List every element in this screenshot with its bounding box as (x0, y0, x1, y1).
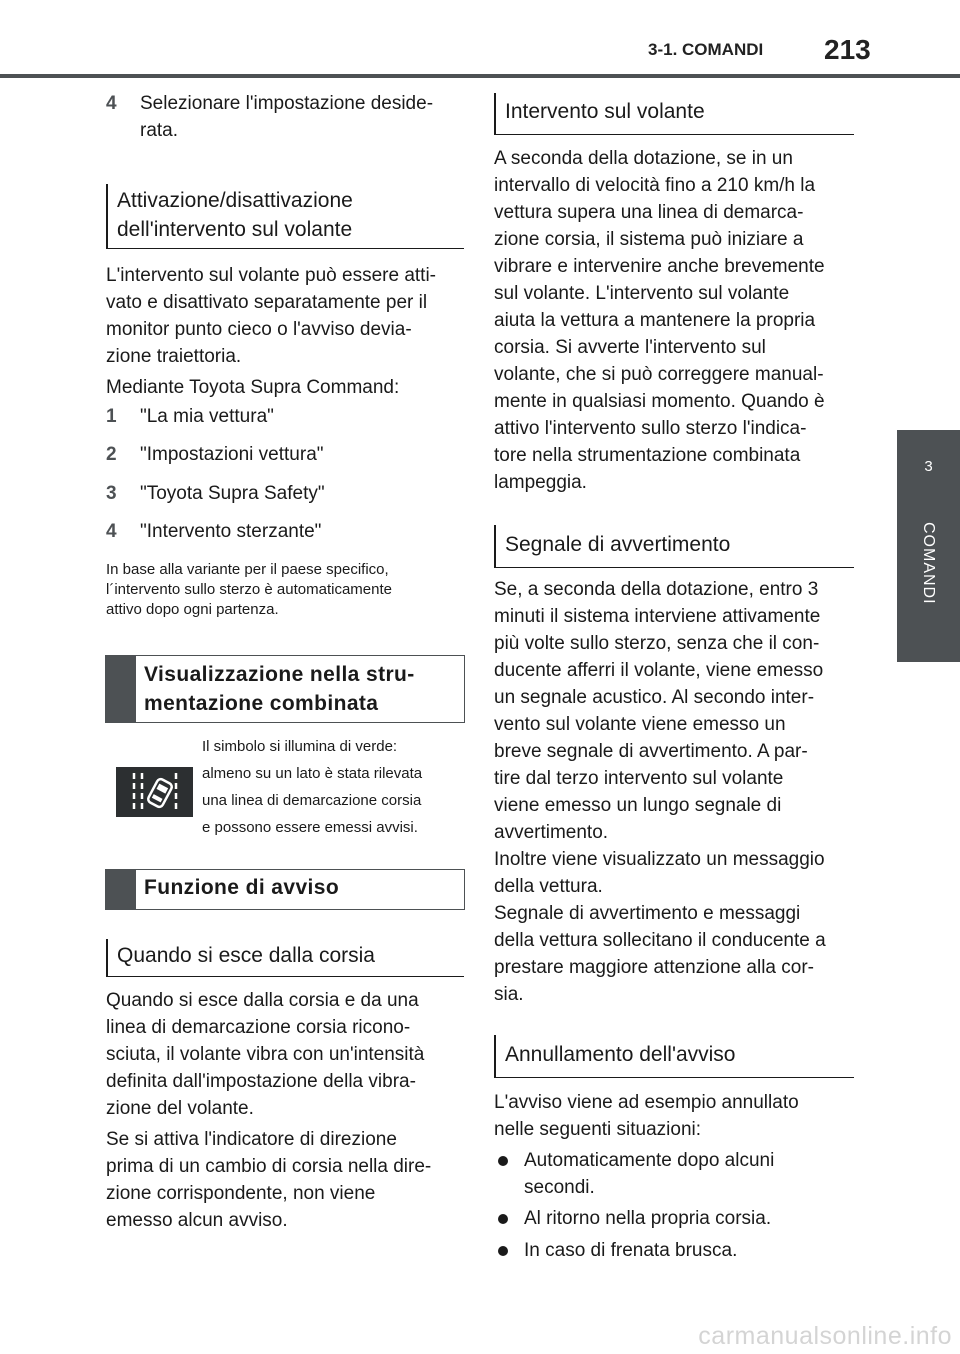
heading-warning-function (105, 869, 465, 910)
text-line: l´intervento sullo sterzo è automaticamente (106, 581, 392, 598)
header-section-title: 3-1. COMANDI (648, 40, 764, 59)
text-line: avvertimento. (494, 822, 609, 843)
bullet-dot-icon (498, 1156, 508, 1166)
text-line: sciuta, il volante vibra con un'intensità (106, 1044, 425, 1065)
step-text-line: Selezionare l'impostazione deside- (140, 93, 434, 114)
step-text-line: rata. (140, 120, 179, 141)
heading-line: Visualizzazione nella stru- (144, 663, 415, 686)
heading-text: Intervento sul volante (505, 100, 705, 123)
bullet-text: Al ritorno nella propria corsia. (524, 1208, 772, 1229)
command-intro: Mediante Toyota Supra Command: (106, 377, 400, 398)
step-text: "La mia vettura" (140, 406, 274, 427)
text-line: vato e disattivato separatamente per il (106, 292, 428, 313)
heading-activation (106, 178, 464, 250)
heading-text: Segnale di avvertimento (505, 533, 731, 556)
step-number: 2 (106, 444, 117, 465)
text-line: Se si attiva l'indicatore di direzione (106, 1129, 397, 1150)
text-line: prestare maggiore attenzione alla cor- (494, 957, 815, 978)
menu-step (106, 441, 466, 468)
text-line: prima di un cambio di corsia nella dire- (106, 1156, 432, 1177)
text-line: zione del volante. (106, 1098, 254, 1119)
text-line: zione traiettoria. (106, 346, 242, 367)
text-line: una linea di demarcazione corsia (202, 792, 422, 809)
heading-text: Annullamento dell'avviso (505, 1043, 736, 1066)
text-line: Se, a seconda della dotazione, entro 3 (494, 579, 819, 600)
heading-line: dell'intervento sul volante (117, 218, 353, 241)
bullet-item (498, 1205, 838, 1232)
text-line: ducente afferri il volante, viene emesso (494, 660, 824, 681)
menu-step (106, 480, 466, 507)
text-line: più volte sullo sterzo, senza che il con- (494, 633, 820, 654)
text-line: sia. (494, 984, 524, 1005)
text-line: linea di demarcazione corsia ricono- (106, 1017, 411, 1038)
text-line: un segnale acustico. Al secondo inter- (494, 687, 815, 708)
heading-text: Funzione di avviso (144, 876, 340, 899)
text-line: corsia. Si avverte l'intervento sul (494, 337, 766, 358)
header-divider (0, 74, 960, 78)
text-line: mente in qualsiasi momento. Quando è (494, 391, 825, 412)
chapter-side-tab (897, 430, 960, 662)
bullet-dot-icon (498, 1214, 508, 1224)
text-line: zione corrispondente, non viene (106, 1183, 376, 1204)
watermark: carmanualsonline.info (698, 1322, 952, 1350)
heading-display (105, 655, 465, 723)
bullet-item (498, 1237, 838, 1264)
text-line: tore nella strumentazione combinata (494, 445, 801, 466)
text-line: e possono essere emessi avvisi. (202, 819, 418, 836)
heading-line: Attivazione/disattivazione (117, 189, 353, 212)
text-line: A seconda della dotazione, se in un (494, 148, 793, 169)
text-line: definita dall'impostazione della vibra- (106, 1071, 416, 1092)
text-line: aiuta la vettura a mantenere la propria (494, 310, 816, 331)
step-number: 3 (106, 483, 117, 504)
activation-paragraph (106, 262, 471, 370)
text-line: tire dal terzo intervento sul volante (494, 768, 784, 789)
text-line: lampeggia. (494, 472, 587, 493)
lane-exit-paragraph (106, 987, 471, 1122)
text-line: monitor punto cieco o l'avviso devia- (106, 319, 412, 340)
bullet-text: In caso di frenata brusca. (524, 1240, 738, 1261)
text-line: Segnale di avvertimento e messaggi (494, 903, 801, 924)
text-line: L'avviso viene ad esempio annullato (494, 1092, 799, 1113)
cancel-paragraph (494, 1089, 859, 1143)
chapter-label: COMANDI (920, 522, 937, 605)
text-line: vettura supera una linea di demarca- (494, 202, 804, 223)
step-number: 4 (106, 93, 117, 114)
text-line: vibrare e intervenire anche brevemente (494, 256, 825, 277)
bullet-text: Automaticamente dopo alcuni (524, 1150, 775, 1171)
signal-paragraph (494, 576, 859, 1008)
step-number: 4 (106, 521, 117, 542)
text-line: della vettura. (494, 876, 603, 897)
country-note (106, 560, 471, 620)
text-line: breve segnale di avvertimento. A par- (494, 741, 808, 762)
heading-cancel (494, 1031, 854, 1079)
text-line: Quando si esce dalla corsia e da una (106, 990, 419, 1011)
text-line: L'intervento sul volante può essere atti- (106, 265, 436, 286)
text-line: viene emesso un lungo segnale di (494, 795, 782, 816)
heading-text: Quando si esce dalla corsia (117, 944, 375, 967)
chapter-number: 3 (924, 458, 933, 475)
text-line: intervallo di velocità fino a 210 km/h la (494, 175, 816, 196)
heading-line: mentazione combinata (144, 692, 379, 715)
text-line: emesso alcun avviso. (106, 1210, 288, 1231)
text-line: nelle seguenti situazioni: (494, 1119, 702, 1140)
heading-steering (494, 89, 854, 136)
text-line: volante, che si può correggere manual- (494, 364, 824, 385)
text-line: zione corsia, il sistema può iniziare a (494, 229, 804, 250)
text-line: Inoltre viene visualizzato un messaggio (494, 849, 825, 870)
heading-signal (494, 521, 854, 569)
text-line: minuti il sistema interviene attivamente (494, 606, 821, 627)
indicator-description (202, 733, 472, 841)
steering-paragraph (494, 145, 859, 496)
lane-keeping-indicator-icon (116, 767, 193, 817)
text-line: della vettura sollecitano il conducente a (494, 930, 826, 951)
bullet-dot-icon (498, 1246, 508, 1256)
step-text: "Toyota Supra Safety" (140, 483, 325, 504)
step-number: 1 (106, 406, 117, 427)
step-text: "Intervento sterzante" (140, 521, 322, 542)
bullet-item (498, 1147, 838, 1201)
page-number: 213 (824, 34, 871, 65)
menu-step (106, 518, 466, 545)
text-line: almeno su un lato è stata rilevata (202, 765, 423, 782)
heading-lane-exit (106, 933, 464, 978)
text-line: attivo l'intervento sullo sterzo l'indica- (494, 418, 807, 439)
menu-step (106, 403, 466, 430)
text-line: Il simbolo si illumina di verde: (202, 738, 398, 755)
step-text: "Impostazioni vettura" (140, 444, 324, 465)
text-line: attivo dopo ogni partenza. (106, 601, 279, 618)
lane-car-icon (116, 767, 193, 817)
turn-indicator-paragraph (106, 1126, 471, 1234)
intro-step (106, 90, 466, 144)
text-line: In base alla variante per il paese specifico, (106, 561, 389, 578)
bullet-text: secondi. (524, 1177, 595, 1198)
text-line: vento sul volante viene emesso un (494, 714, 786, 735)
text-line: sul volante. L'intervento sul volante (494, 283, 790, 304)
